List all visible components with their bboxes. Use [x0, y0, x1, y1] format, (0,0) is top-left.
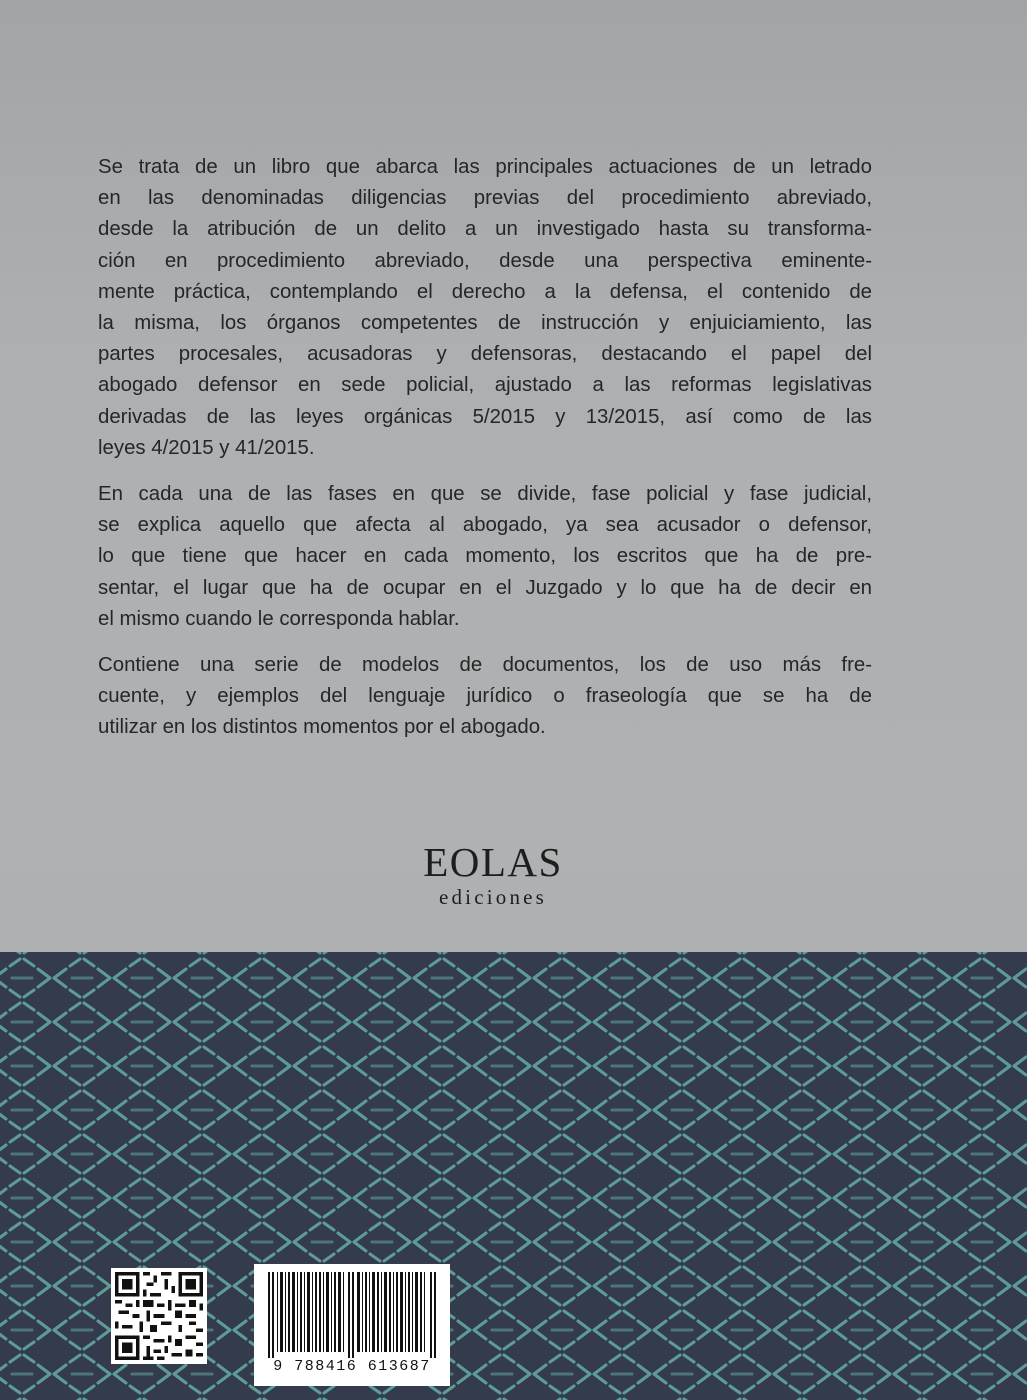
blurb-line: abogado defensor en sede policial, ajustado a las reformas legislativas [98, 374, 872, 397]
blurb-line: leyes 4/2015 y 41/2015. [98, 436, 315, 459]
blurb-line: Contiene una serie de modelos de documentos, los de uso más fre- [98, 654, 872, 677]
blurb-line: derivadas de las leyes orgánicas 5/2015 y 13/2015, así como de las [98, 405, 872, 428]
qr-code-icon [111, 1268, 207, 1364]
blurb-paragraph-3 [98, 650, 872, 744]
isbn-barcode [254, 1264, 450, 1386]
blurb-line: sentar, el lugar que ha de ocupar en el Juzgado y lo que ha de decir en [98, 576, 872, 599]
blurb-line: Se trata de un libro que abarca las principales actuaciones de un letrado [98, 156, 872, 178]
blurb-line: la misma, los órganos competentes de instrucción y enjuiciamiento, las [98, 312, 872, 335]
blurb-paragraph-2 [98, 479, 872, 635]
blurb-line: ción en procedimiento abreviado, desde una perspectiva eminente- [98, 249, 872, 272]
blurb-line: el mismo cuando le corresponda hablar. [98, 607, 460, 630]
blurb-text [98, 152, 872, 759]
blurb-line: partes procesales, acusadoras y defensoras, destacando el papel del [98, 343, 872, 366]
blurb-line: se explica aquello que afecta al abogado, ya sea acusador o defensor, [98, 514, 872, 537]
publisher-subtitle: ediciones [438, 885, 548, 909]
blurb-paragraph-1 [98, 152, 872, 464]
publisher-logo [380, 840, 606, 908]
blurb-line: utilizar en los distintos momentos por el abogado. [98, 716, 546, 739]
barcode-icon [254, 1264, 450, 1359]
blurb-line: cuente, y ejemplos del lenguaje jurídico o fraseología que se ha de [98, 685, 872, 708]
blurb-line: lo que tiene que hacer en cada momento, los escritos que ha de pre- [98, 545, 872, 568]
blurb-line: en las denominadas diligencias previas del procedimiento abreviado, [98, 187, 872, 210]
blurb-line: desde la atribución de un delito a un investigado hasta su transforma- [98, 218, 872, 241]
blurb-line: mente práctica, contemplando el derecho a la defensa, el contenido de [98, 280, 872, 303]
publisher-name: EOLAS [423, 839, 563, 885]
isbn-number: 9 788416 613687 [273, 1358, 431, 1375]
blurb-line: En cada una de las fases en que se divide, fase policial y fase judicial, [98, 483, 872, 506]
